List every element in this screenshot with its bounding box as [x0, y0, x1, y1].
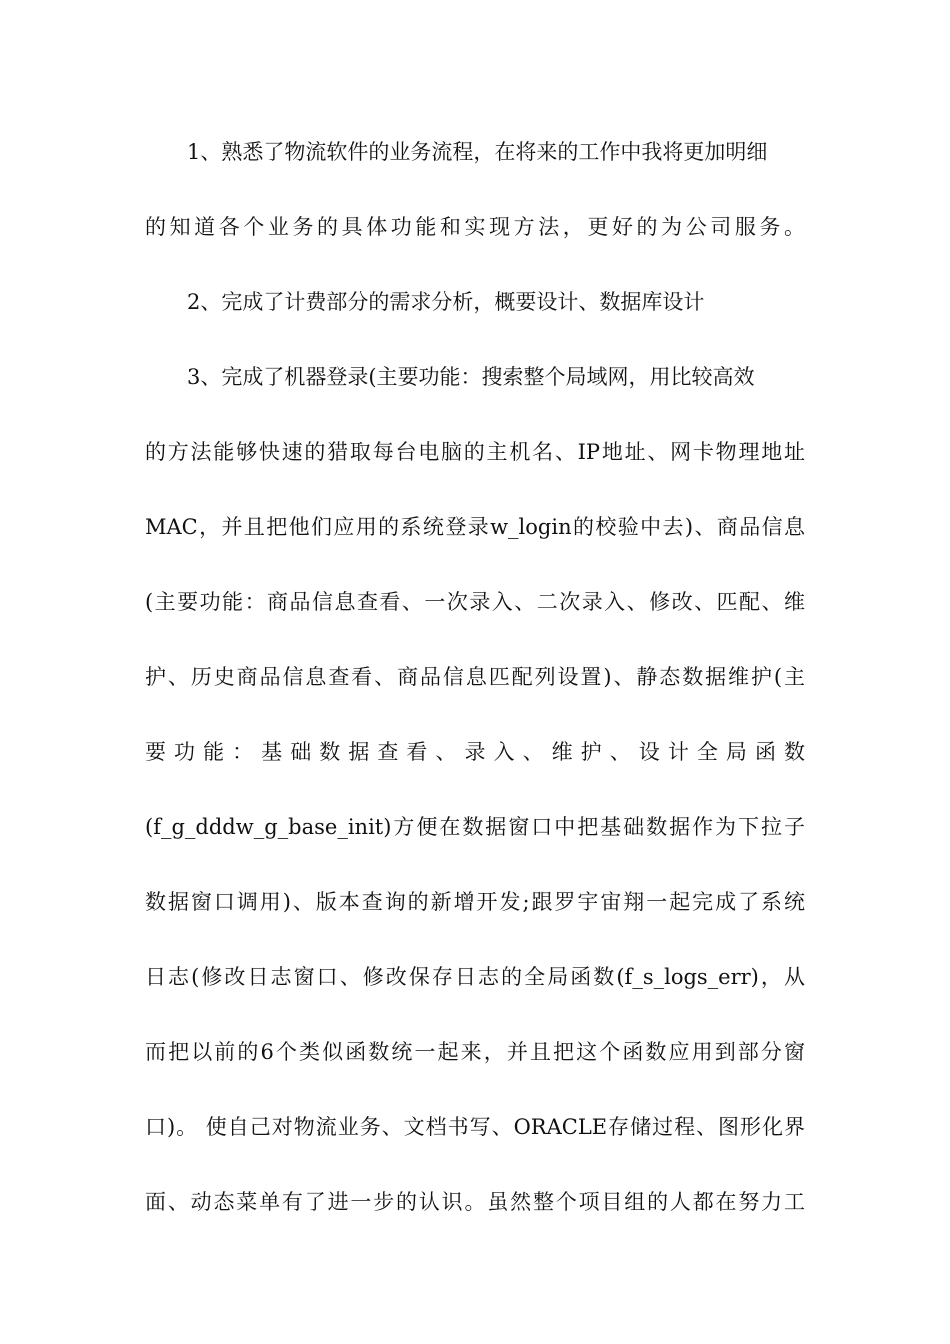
paragraph-3-line-12: 面、动态菜单有了进一步的认识。虽然整个项目组的人都在努力工: [145, 1190, 805, 1214]
paragraph-1-line-1: 1、熟悉了物流软件的业务流程，在将来的工作中我将更加明细: [187, 140, 768, 164]
paragraph-3-line-4: (主要功能：商品信息查看、一次录入、二次录入、修改、匹配、维: [145, 590, 805, 614]
paragraph-3-line-11: 口)。 使自己对物流业务、文档书写、ORACLE存储过程、图形化界: [145, 1115, 805, 1139]
paragraph-3-line-3: MAC，并且把他们应用的系统登录w_login的校验中去)、商品信息: [145, 515, 805, 539]
paragraph-2-line-1: 2、完成了计费部分的需求分析，概要设计、数据库设计: [187, 290, 705, 314]
paragraph-3-line-2: 的方法能够快速的猎取每台电脑的主机名、IP地址、网卡物理地址: [145, 440, 805, 464]
paragraph-3-line-1: 3、完成了机器登录(主要功能：搜索整个局域网，用比较高效: [187, 365, 755, 389]
paragraph-3-line-6: 要 功 能 ： 基 础 数 据 查 看 、 录 入 、 维 护 、 设 计 全 局 函 数: [145, 740, 805, 764]
paragraph-3-line-7: (f_g_dddw_g_base_init)方便在数据窗口中把基础数据作为下拉子: [145, 815, 805, 839]
paragraph-3-line-9: 日志(修改日志窗口、修改保存日志的全局函数(f_s_logs_err)，从: [145, 965, 805, 989]
paragraph-3-line-5: 护、历史商品信息查看、商品信息匹配列设置)、静态数据维护(主: [145, 665, 805, 689]
paragraph-3-line-10: 而把以前的6个类似函数统一起来，并且把这个函数应用到部分窗: [145, 1040, 805, 1064]
paragraph-3-line-8: 数据窗口调用)、版本查询的新增开发;跟罗宇宙翔一起完成了系统: [145, 890, 805, 914]
paragraph-1-line-2: 的知道各个业务的具体功能和实现方法，更好的为公司服务。: [145, 215, 805, 239]
